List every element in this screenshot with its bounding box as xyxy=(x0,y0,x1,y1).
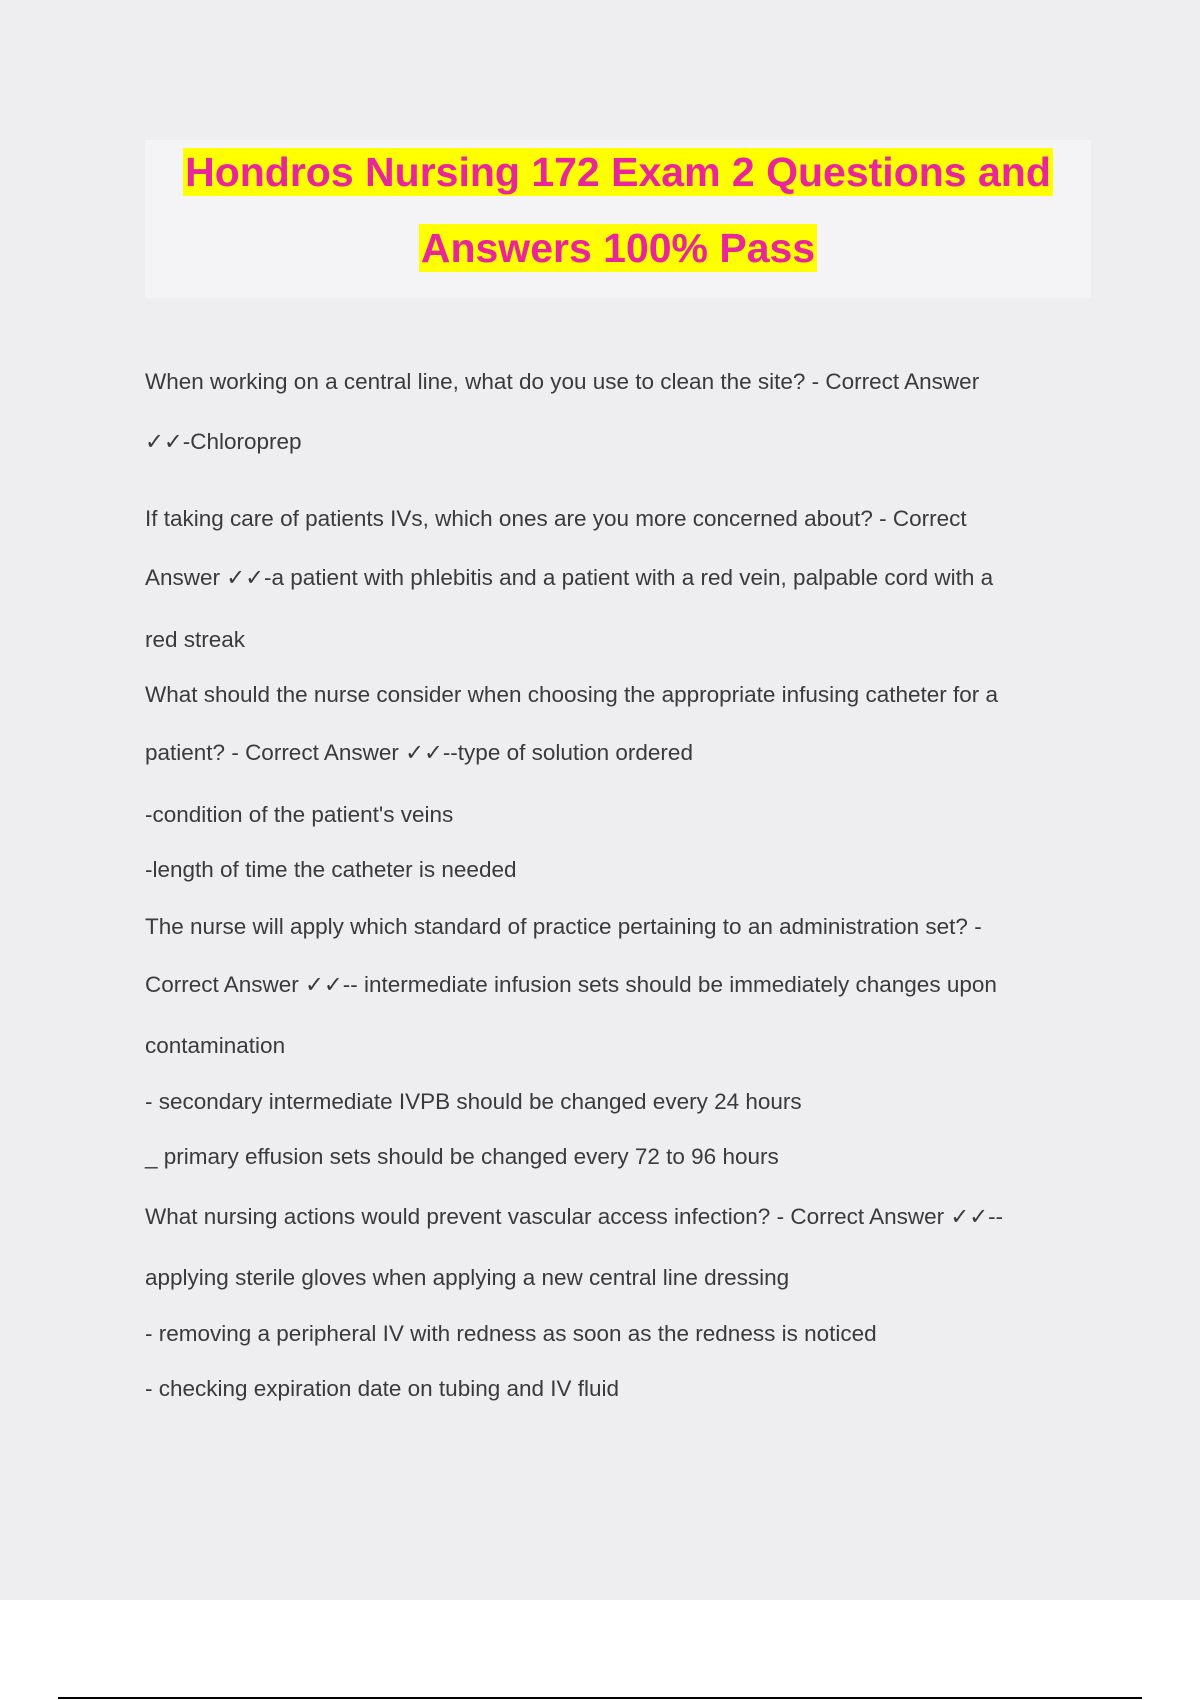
answer-1-line-1: ✓✓-Chloroprep xyxy=(145,429,302,454)
answer-5-item-2: - removing a peripheral IV with redness as soon as the redness is noticed xyxy=(145,1321,877,1346)
question-2-line-2: Answer ✓✓-a patient with phlebitis and a patient with a red vein, palpable cord with a xyxy=(145,565,994,590)
question-4-line-2: Correct Answer ✓✓-- intermediate infusion sets should be immediately changes upon xyxy=(145,972,997,997)
answer-3-item-3: -length of time the catheter is needed xyxy=(145,857,517,882)
document-title-line-1: Hondros Nursing 172 Exam 2 Questions and xyxy=(185,149,1051,195)
answer-3-item-2: -condition of the patient's veins xyxy=(145,802,454,827)
question-3-line-1: What should the nurse consider when choosing the appropriate infusing catheter for a xyxy=(145,682,999,707)
question-4-line-3: contamination xyxy=(145,1033,286,1058)
question-1-line-1: When working on a central line, what do you use to clean the site? - Correct Answer xyxy=(145,369,980,394)
answer-4-item-3: _ primary effusion sets should be changed every 72 to 96 hours xyxy=(145,1144,779,1169)
question-2-line-3: red streak xyxy=(145,627,246,652)
document-title-block xyxy=(145,140,1091,298)
footer-divider xyxy=(58,1697,1142,1699)
question-3-line-2: patient? - Correct Answer ✓✓--type of solution ordered xyxy=(145,740,693,765)
question-2-line-1: If taking care of patients IVs, which ones are you more concerned about? - Correct xyxy=(145,506,967,531)
question-4-line-1: The nurse will apply which standard of practice pertaining to an administration set? - xyxy=(145,914,982,939)
document-title-line-2: Answers 100% Pass xyxy=(420,225,816,271)
answer-5-item-3: - checking expiration date on tubing and IV fluid xyxy=(145,1376,620,1401)
question-5-line-1: What nursing actions would prevent vascular access infection? - Correct Answer ✓✓-- xyxy=(145,1204,1004,1229)
question-5-line-2: applying sterile gloves when applying a new central line dressing xyxy=(145,1265,790,1290)
answer-4-item-2: - secondary intermediate IVPB should be changed every 24 hours xyxy=(145,1089,802,1114)
